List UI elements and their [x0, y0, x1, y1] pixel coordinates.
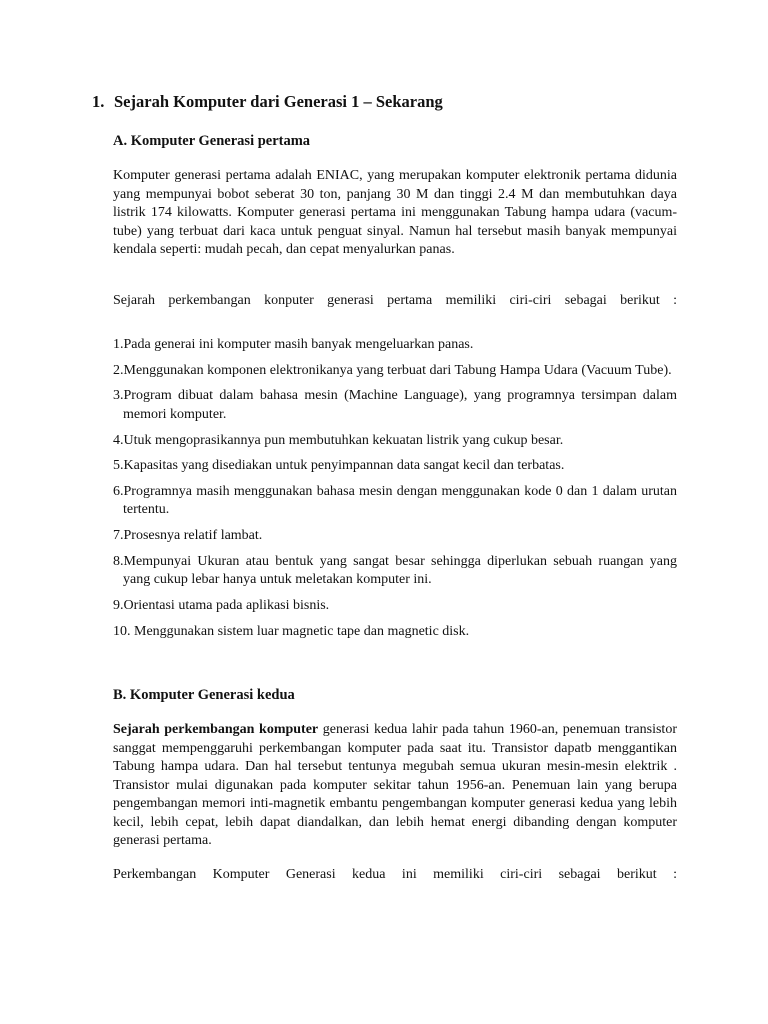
gen1-paragraph: Komputer generasi pertama adalah ENIAC, yang merupakan komputer elektronik pertama didunia yang mempunyai bobot seberat 30 ton, panjang 30 M dan tinggi 2.4 M dan membutuhkan daya listrik 174 kilowatts. Komputer generasi pertama ini menggunakan Tabung hampa udara (vacum-tube) yang terbuat dari kaca untuk penguat sinyal. Namun hal tersebut masih banyak mempunyai kendala seperti: mudah pecah, dan cepat menyalurkan panas. [113, 168, 677, 257]
gen1-characteristics-list [113, 336, 677, 648]
list-item: 3.Program dibuat dalam bahasa mesin (Machine Language), yang programnya tersimpan dalam memori komputer. [113, 388, 677, 422]
section-title-text: Sejarah Komputer dari Generasi 1 – Sekarang [114, 92, 443, 111]
gen2-heading: B. Komputer Generasi kedua [113, 687, 295, 703]
gen2-paragraph-lead: Sejarah perkembangan komputer [113, 722, 319, 737]
list-item: 10. Menggunakan sistem luar magnetic tape dan magnetic disk. [113, 623, 470, 639]
list-item: 8.Mempunyai Ukuran atau bentuk yang sangat besar sehingga diperlukan sebuah ruangan yang yang cukup lebar hanya untuk meletakan komputer ini. [113, 553, 677, 588]
gen2-paragraph [113, 721, 677, 851]
list-item: 4.Utuk mengoprasikannya pun membutuhkan kekuatan listrik yang cukup besar. [113, 432, 564, 448]
list-item: 1.Pada generai ini komputer masih banyak mengeluarkan panas. [113, 337, 474, 352]
section-1-title [92, 92, 443, 112]
gen1-heading: A. Komputer Generasi pertama [113, 133, 311, 149]
list-item: 5.Kapasitas yang disediakan untuk penyimpannan data sangat kecil dan terbatas. [113, 458, 565, 474]
gen2-intro: Perkembangan Komputer Generasi kedua ini memiliki ciri-ciri sebagai berikut : [113, 867, 677, 882]
gen2-paragraph-body: generasi kedua lahir pada tahun 1960-an, penemuan transistor sanggat mempenggaruhi perkembangan komputer pada saat itu. Transistor dapatb menggantikan Tabung hampa udara. Dan hal tersebut tentunya megubah semua ukuran mesin-mesin elektrik . Transistor mulai digunakan pada komputer sekitar tahun 1956-an. Penemuan lain yang berupa pengembangan memori inti-magnetik embantu pengembangan komputer generasi kedua yang lebih kecil, lebih cepat, lebih dapat diandalkan, dan lebih hemat energi dibanding dengan komputer generasi pertama. [113, 722, 677, 848]
list-item: 9.Orientasi utama pada aplikasi bisnis. [113, 598, 330, 613]
gen1-intro: Sejarah perkembangan konputer generasi pertama memiliki ciri-ciri sebagai berikut : [113, 293, 677, 308]
list-item: 6.Programnya masih menggunakan bahasa mesin dengan menggunakan kode 0 dan 1 dalam urutan tertentu. [113, 483, 677, 518]
list-item: 7.Prosesnya relatif lambat. [113, 528, 263, 544]
list-item: 2.Menggunakan komponen elektronikanya yang terbuat dari Tabung Hampa Udara (Vacuum Tube). [113, 362, 672, 378]
section-number: 1. [92, 92, 105, 111]
